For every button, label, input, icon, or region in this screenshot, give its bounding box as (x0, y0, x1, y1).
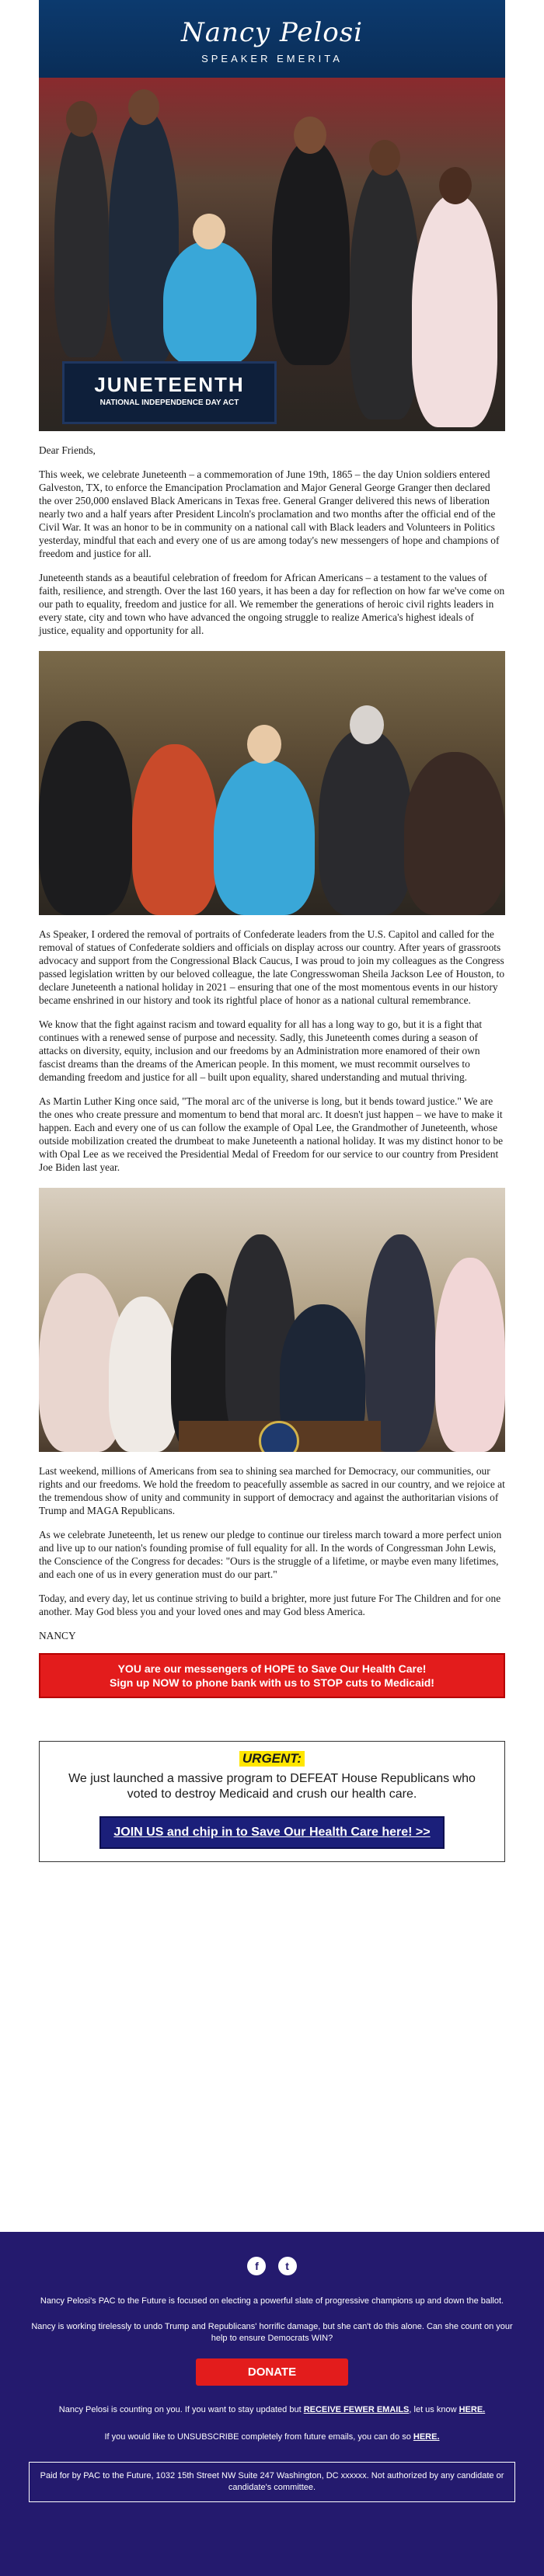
photo-figure (39, 721, 132, 915)
photo-head (193, 214, 225, 249)
photo-figure (109, 1297, 179, 1452)
paragraph: We know that the fight against racism and toward equality for all has a long way to go, but it is a fight that continues with a renewed sense of purpose and necessity. Sadly, this Juneteenth comes during a season of attacks on diversity, equity, inclusion and our freedoms by an Administration more enamored of their own fascist dreams than the dreams of the American people. In this moment, we must recommit ourselves to demanding freedom and justice for all – built upon equality, shared understanding and mutual thriving. (39, 1018, 483, 1083)
cta-line: Sign up NOW to phone bank with us to STOP cuts to Medicaid! (110, 1676, 434, 1689)
photo-figure (54, 124, 109, 357)
footer-text: If you would like to UNSUBSCRIBE completely from future emails, you can do so HERE. (104, 2432, 440, 2442)
paragraph: As Martin Luther King once said, "The moral arc of the universe is long, but it bends toward justice." We are the ones who create pressure and momentum to bend that moral arc. It doesn't just happen – we have to make it happen. Each and every one of us can follow the example of Opal Lee, the Grandmother of Juneteenth, whose outside mobilization created the drumbeat to make Juneteenth a national holiday. It was my distinct honor to be with Opal Lee as we received the Presidential Medal of Freedom for our service to our country from President Joe Biden last year. (39, 1095, 504, 1173)
urgent-text: We just launched a massive program to DEFEAT House Republicans who voted to destroy Medicaid and crush our health care. (68, 1772, 476, 1801)
paragraph: Today, and every day, let us continue striving to build a brighter, more just future For The Children and for one another. May God bless you and your loved ones and may God bless America. (39, 1593, 501, 1617)
header-subtitle: SPEAKER EMERITA (201, 53, 343, 64)
photo-figure (404, 752, 505, 915)
photo-head (439, 167, 472, 204)
twitter-icon[interactable]: t (278, 2257, 297, 2275)
juneteenth-sign: JUNETEENTH NATIONAL INDEPENDENCE DAY ACT (62, 361, 277, 424)
photo-figure (319, 729, 412, 915)
photo-figure (163, 241, 256, 365)
fewer-emails-link[interactable]: RECEIVE FEWER EMAILS (303, 2405, 410, 2414)
photo-figure (365, 1234, 435, 1452)
letter-text (39, 444, 505, 637)
photo-head (247, 725, 281, 764)
paragraph: Last weekend, millions of Americans from sea to shining sea marched for Democracy, our communities, our rights and our freedoms. We hold the freedom to peacefully assemble as sacred in our country, and we rejoice at the tremendous show of unity and community in support of democracy and against the authoritarian visions of Trump and MAGA Republicans. (39, 1465, 505, 1516)
photo-figure (132, 744, 218, 915)
letter-text (39, 1464, 505, 1642)
photo-head (350, 705, 384, 744)
social-links (0, 2257, 544, 2275)
phonebank-cta-banner[interactable] (39, 1653, 505, 1698)
photo-celebration (39, 651, 505, 915)
unsubscribe-link[interactable]: HERE. (413, 2432, 440, 2442)
footer-text: Nancy Pelosi's PAC to the Future is focused on electing a powerful slate of progressive champions up and down the ballot. (40, 2296, 504, 2306)
greeting: Dear Friends, (39, 444, 96, 456)
header-banner (39, 0, 505, 78)
paragraph: Juneteenth stands as a beautiful celebration of freedom for African Americans – a testament to the values of faith, resilience, and strength. Over the last 160 years, it has been a day for reflection on how far we've come on our path to equality, freedom and justice for all. We remember the generations of heroic civil rights leaders in every state, city and town who have advanced the ongoing struggle to realize America's highest ideals of justice, equality and opportunity for all. (39, 572, 505, 636)
photo-figure (272, 140, 350, 365)
paragraph: As Speaker, I ordered the removal of portraits of Confederate leaders from the U.S. Capitol and called for the removal of statues of Confederate soldiers and officials on display across our country. After years of grassroots advocacy and support from the Congressional Black Caucus, I was proud to join my colleagues as the Congress passed legislation written by our beloved colleague, the late Congresswoman Sheila Jackson Lee of Houston, to declare Juneteenth a national holiday in 2021 – ensuring that one of the most momentous events in our history became enshrined in our history and took its rightful place of honor as a national cultural remembrance. (39, 928, 505, 1006)
photo-medal-ceremony (39, 1188, 505, 1452)
paid-for-disclaimer: Paid for by PAC to the Future, 1032 15th Street NW Suite 247 Washington, DC xxxxxx. Not authorized by any candidate or candidate's committee. (29, 2462, 515, 2502)
photo-head (66, 101, 97, 137)
paragraph: This week, we celebrate Juneteenth – a commemoration of June 19th, 1865 – the day Union soldiers entered Galveston, TX, to enforce the Emancipation Proclamation and Major General George Granger then declared the over 250,000 enslaved Black Americans in Texas free. General Granger delivered this news of liberation nearly two and a half years after President Lincoln's proclamation and two months after the official end of the Civil War. It was an honor to be in community on a national call with Black leaders and Volunteers in Politics yesterday, mindful that each and every one of us are among today's new messengers of hope and champions of freedom and justice for all. (39, 468, 500, 559)
photo-juneteenth-signing (39, 78, 505, 431)
cta-line: YOU are our messengers of HOPE to Save Our Health Care! (117, 1662, 427, 1675)
join-chip-in-button[interactable]: JOIN US and chip in to Save Our Health Care here! >> (99, 1816, 444, 1849)
paragraph: As we celebrate Juneteenth, let us renew our pledge to continue our tireless march toward a more perfect union and live up to our nation's founding promise of full equality for all. In the words of Congressman John Lewis, the Conscience of the Congress for decades: "Ours is the struggle of a lifetime, or maybe even many lifetimes, and each one of us in every generation must do our part." (39, 1529, 502, 1580)
email-body (39, 0, 505, 1862)
fewer-emails-here-link[interactable]: HERE. (459, 2405, 486, 2414)
photo-figure (214, 760, 315, 915)
photo-head (369, 140, 400, 176)
footer-text: Nancy Pelosi is counting on you. If you want to stay updated but RECEIVE FEWER EMAILS, let us know HERE. (58, 2405, 486, 2414)
photo-head (294, 117, 326, 154)
letter-text (39, 928, 505, 1174)
photo-head (128, 89, 159, 125)
urgent-box (39, 1741, 505, 1862)
photo-figure (435, 1258, 505, 1452)
photo-figure (412, 194, 497, 427)
photo-figure (350, 163, 420, 419)
donate-button[interactable]: DONATE (196, 2358, 348, 2386)
signoff: NANCY (39, 1630, 76, 1641)
urgent-label: URGENT: (239, 1751, 305, 1767)
footer (0, 2232, 544, 2576)
facebook-icon[interactable]: f (247, 2257, 266, 2275)
signature-logo: Nancy Pelosi (180, 17, 364, 48)
footer-text: Nancy is working tirelessly to undo Trump and Republicans' horrific damage, but she can't do this alone. Can she count on your help to ensure Democrats WIN? (31, 2322, 513, 2343)
